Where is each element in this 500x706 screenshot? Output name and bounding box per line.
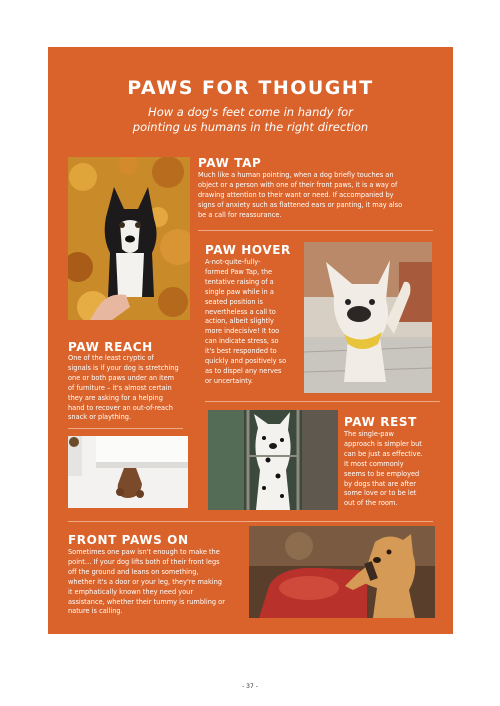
text-line: whether it's a door or your leg, they're making <box>68 577 222 586</box>
text-line: be a call for reassurance. <box>198 210 282 219</box>
text-line: Much like a human pointing, when a dog briefly touches an <box>198 171 394 179</box>
page-title: PAWS FOR THOUGHT <box>127 77 374 99</box>
paw-hover-photo <box>304 242 432 393</box>
text-line: point… If your dog lifts both of their front legs <box>68 557 220 566</box>
text-line: one or both paws under an item <box>68 373 175 382</box>
front-paws-on-heading: FRONT PAWS ON <box>68 533 189 547</box>
text-line: drawing attention to their want or need. If accompanied by <box>198 190 394 199</box>
text-line: can indicate stress, so <box>205 337 279 346</box>
divider <box>68 521 433 522</box>
text-line: assistance, whether their tummy is rumbling or <box>68 597 225 606</box>
text-line: it emphatically known they need your <box>68 587 194 596</box>
text-line: off the ground and leans on something, <box>68 567 199 576</box>
divider <box>205 401 440 402</box>
paw-reach-heading: PAW REACH <box>68 340 153 354</box>
text-line: can be just as effective. <box>344 449 423 458</box>
paw-reach-text <box>68 354 203 423</box>
text-line: One of the least cryptic of <box>68 354 154 362</box>
paw-rest-photo <box>208 410 338 510</box>
text-line: nevertheless a call to <box>205 307 276 316</box>
text-line: more indecisive! It too <box>205 327 280 336</box>
paw-hover-heading: PAW HOVER <box>205 243 291 257</box>
text-line: The single-paw <box>344 430 394 438</box>
text-line: object or a person with one of their front paws, it is a way of <box>198 180 398 189</box>
text-line: signs of anxiety such as flattened ears or panting, it may also <box>198 200 403 209</box>
text-line: of furniture – it's almost certain <box>68 383 172 392</box>
text-line: it's best responded to <box>205 347 277 356</box>
paw-tap-heading: PAW TAP <box>198 156 262 170</box>
text-line: signals is if your dog is stretching <box>68 363 179 372</box>
text-line: snack or plaything. <box>68 413 132 422</box>
text-line: seems to be employed <box>344 469 420 478</box>
divider <box>68 428 183 429</box>
paw-tap-text <box>198 171 446 221</box>
front-paws-on-photo <box>249 526 435 618</box>
subtitle-line: How a dog's feet come in handy for <box>148 105 353 119</box>
paw-rest-heading: PAW REST <box>344 415 417 429</box>
page-subtitle <box>48 105 453 135</box>
text-line: tentative raising of a <box>205 277 274 286</box>
paw-tap-photo <box>68 157 190 320</box>
article-panel <box>48 47 453 634</box>
text-line: formed Paw Tap, the <box>205 267 273 276</box>
text-line: single paw while in a <box>205 287 274 296</box>
text-line: out of the room. <box>344 499 398 508</box>
paw-rest-text <box>344 430 444 509</box>
page-number: - 37 - <box>242 683 258 690</box>
text-line: approach is simpler but <box>344 439 422 448</box>
text-line: seated position is <box>205 297 263 306</box>
text-line: hand to recover an out-of-reach <box>68 403 173 412</box>
paw-reach-photo <box>68 436 188 508</box>
text-line: action, albeit slightly <box>205 317 274 326</box>
text-line: some love or to be let <box>344 489 417 498</box>
text-line: It most commonly <box>344 459 404 468</box>
subtitle-line: pointing us humans in the right direction <box>132 120 369 134</box>
text-line: as to dispel any nerves <box>205 366 282 375</box>
text-line: or uncertainty. <box>205 376 253 385</box>
text-line: quickly and positively so <box>205 357 287 366</box>
text-line: A-not-quite-fully- <box>205 258 261 266</box>
text-line: by dogs that are after <box>344 479 416 488</box>
divider <box>198 230 433 231</box>
text-line: they are asking for a helping <box>68 393 163 402</box>
text-line: nature is calling. <box>68 607 123 616</box>
front-paws-on-text <box>68 548 248 617</box>
paw-hover-text <box>205 258 305 387</box>
text-line: Sometimes one paw isn't enough to make the <box>68 548 220 556</box>
